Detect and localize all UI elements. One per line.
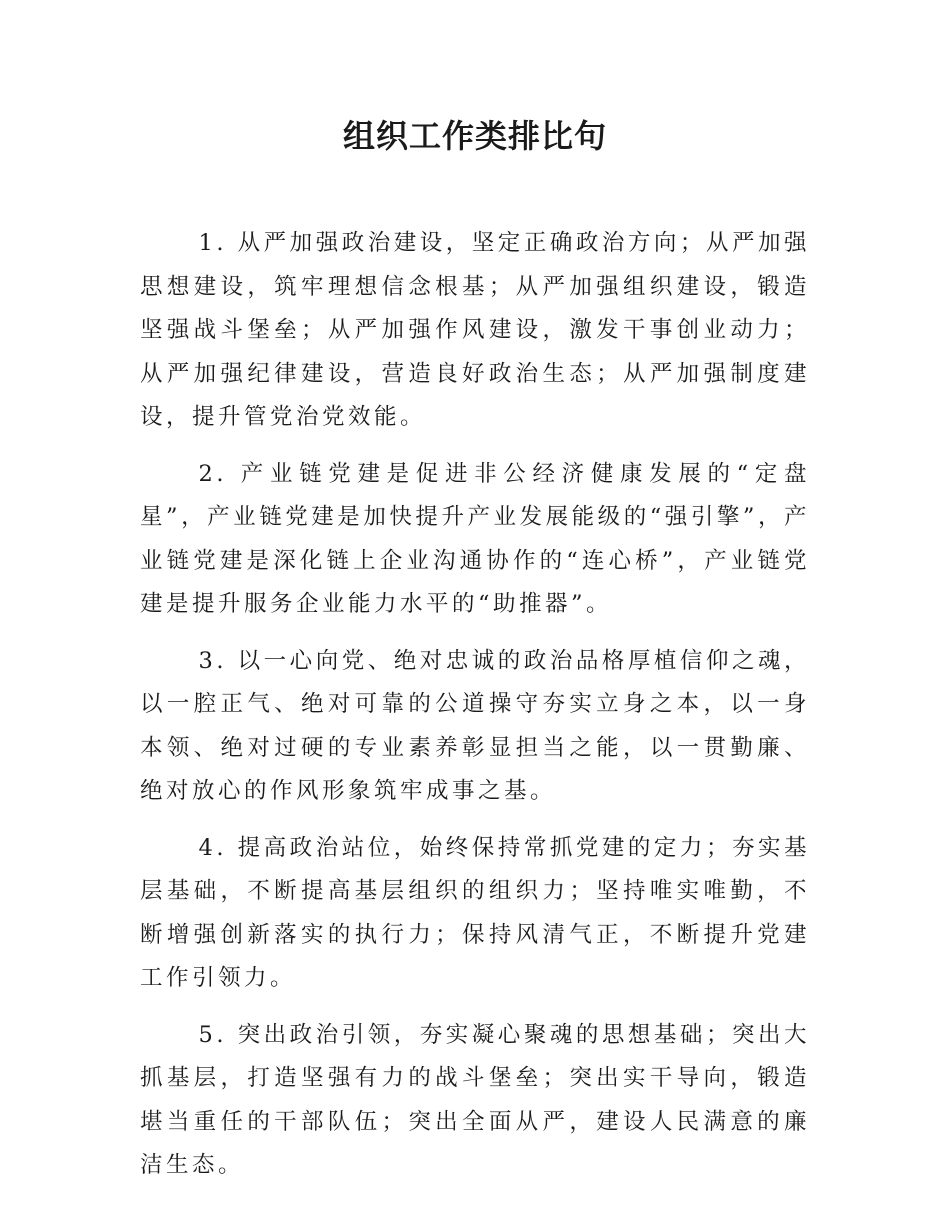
paragraph-2: 2. 产业链党建是促进非公经济健康发展的“定盘星”，产业链党建是加快提升产业发展能级的“强引擎”，产业链党建是深化链上企业沟通协作的“连心桥”，产业链党建是提升服务企业能力水平的“助推器”。 — [140, 460, 810, 617]
paragraph-3: 3. 以一心向党、绝对忠诚的政治品格厚植信仰之魂，以一腔正气、绝对可靠的公道操守夯实立身之本，以一身本领、绝对过硬的专业素养彰显担当之能，以一贯勤廉、绝对放心的作风形象筑牢成事之基。 — [140, 647, 810, 804]
document-title: 组织工作类排比句 — [342, 117, 607, 155]
paragraph-1: 1. 从严加强政治建设，坚定正确政治方向；从严加强思想建设，筑牢理想信念根基；从严加强组织建设，锻造坚强战斗堡垒；从严加强作风建设，激发干事创业动力；从严加强纪律建设，营造良好政治生态；从严加强制度建设，提升管党治党效能。 — [140, 230, 810, 430]
paragraph-4: 4. 提高政治站位，始终保持常抓党建的定力；夯实基层基础，不断提高基层组织的组织力；坚持唯实唯勤，不断增强创新落实的执行力；保持风清气正，不断提升党建工作引领力。 — [140, 834, 810, 991]
document-body — [140, 222, 810, 1201]
paragraph-5: 5. 突出政治引领，夯实凝心聚魂的思想基础；突出大抓基层，打造坚强有力的战斗堡垒；突出实干导向，锻造堪当重任的干部队伍；突出全面从严，建设人民满意的廉洁生态。 — [140, 1021, 810, 1178]
